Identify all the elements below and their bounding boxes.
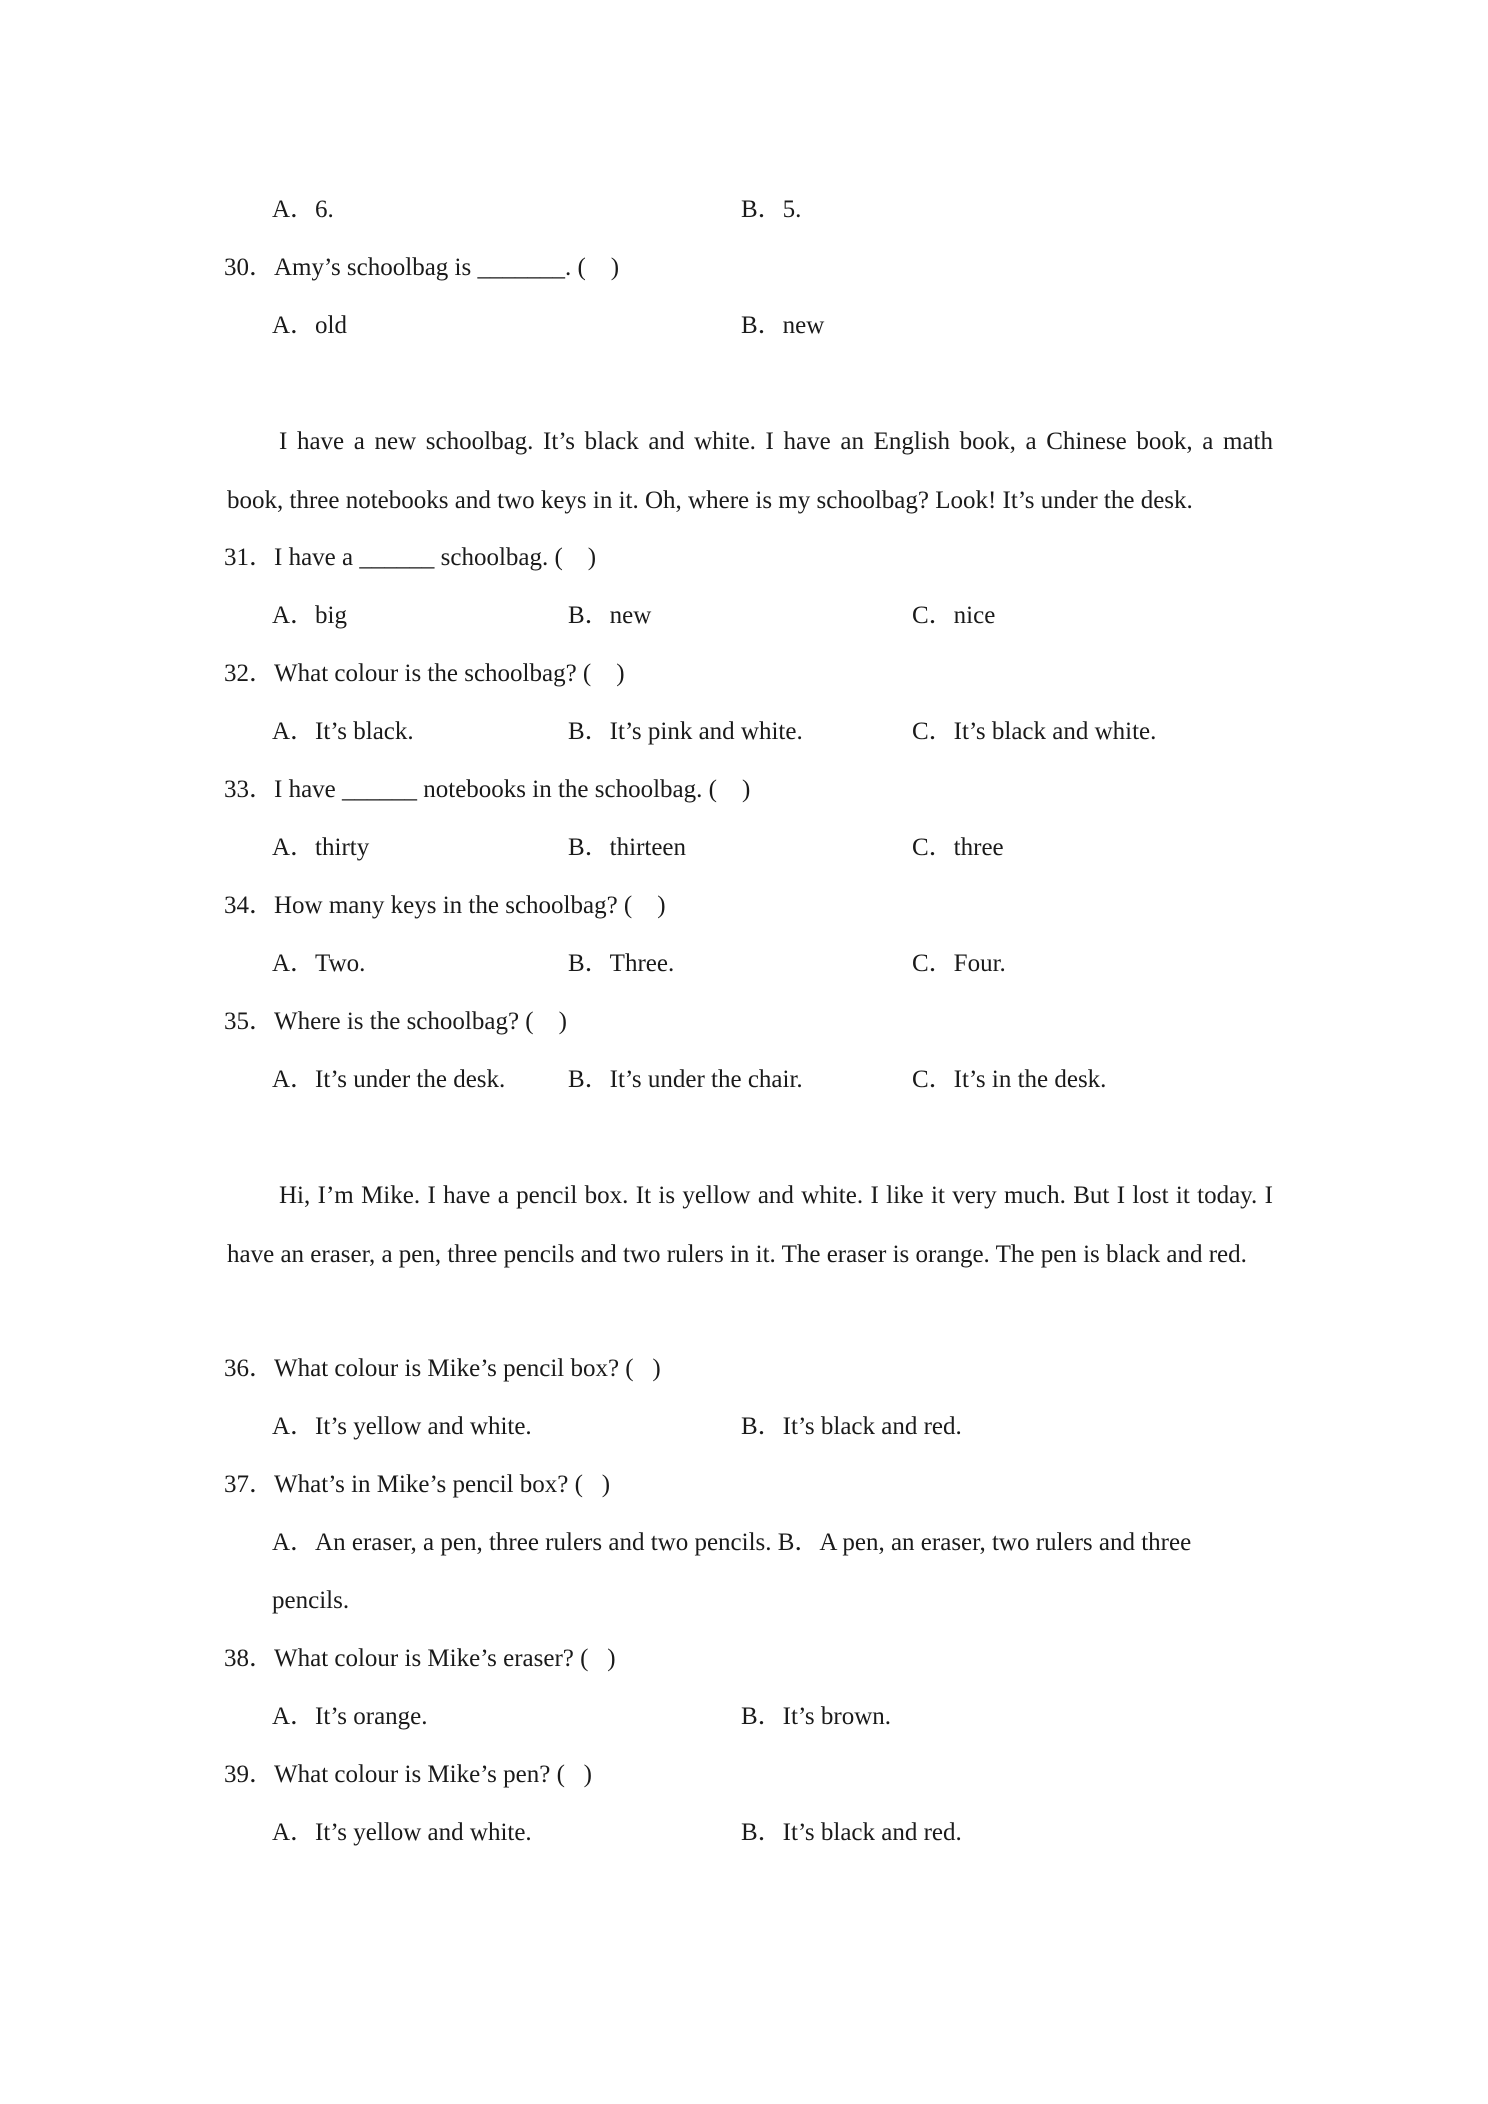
- q32-option-a: A．It’s black.: [272, 718, 414, 745]
- q36-option-b: B．It’s black and red.: [741, 1413, 962, 1440]
- q37-options-line1: A．An eraser, a pen, three rulers and two pencils. B．A pen, an eraser, two rulers and three: [272, 1529, 1192, 1556]
- passage-pencil-box: Hi, I’m Mike. I have a pencil box. It is yellow and white. I like it very much. But I lost it today. I have an eraser, a pen, three pencils and two rulers in it. The eraser is orange. The pen is black and red.: [227, 1182, 1273, 1268]
- q34-option-b: B．Three.: [568, 950, 675, 977]
- q30-stem: 30．Amy’s schoolbag is _______. ( ): [224, 254, 620, 281]
- q37-stem: 37．What’s in Mike’s pencil box? ( ): [224, 1471, 611, 1498]
- q32-option-b: B．It’s pink and white.: [568, 718, 803, 745]
- q38-stem: 38．What colour is Mike’s eraser? ( ): [224, 1645, 616, 1672]
- q39-stem: 39．What colour is Mike’s pen? ( ): [224, 1761, 592, 1788]
- q38-option-a: A．It’s orange.: [272, 1703, 428, 1730]
- q38-option-b: B．It’s brown.: [741, 1703, 892, 1730]
- q33-stem: 33．I have ______ notebooks in the schoolbag. ( ): [224, 776, 751, 803]
- q33-option-a: A．thirty: [272, 834, 370, 861]
- q35-option-a: A．It’s under the desk.: [272, 1066, 506, 1093]
- q31-stem: 31．I have a ______ schoolbag. ( ): [224, 544, 597, 571]
- q34-option-a: A．Two.: [272, 950, 366, 977]
- q35-option-b: B．It’s under the chair.: [568, 1066, 803, 1093]
- q36-stem: 36．What colour is Mike’s pencil box? ( ): [224, 1355, 661, 1382]
- q34-stem: 34．How many keys in the schoolbag? ( ): [224, 892, 666, 919]
- q30-option-a: A．old: [272, 312, 348, 339]
- q29-option-b: B．5.: [741, 196, 802, 223]
- q34-option-c: C．Four.: [912, 950, 1006, 977]
- q35-option-c: C．It’s in the desk.: [912, 1066, 1107, 1093]
- q33-option-b: B．thirteen: [568, 834, 687, 861]
- q33-option-c: C．three: [912, 834, 1004, 861]
- q35-stem: 35．Where is the schoolbag? ( ): [224, 1008, 567, 1035]
- q31-option-a: A．big: [272, 602, 348, 629]
- passage-schoolbag: I have a new schoolbag. It’s black and white. I have an English book, a Chinese book, a math book, three notebooks and two keys in it. Oh, where is my schoolbag? Look! It’s under the desk.: [227, 428, 1273, 514]
- q29-option-a: A．6.: [272, 196, 334, 223]
- q30-option-b: B．new: [741, 312, 825, 339]
- q37-options-line2: pencils.: [272, 1587, 350, 1614]
- q39-option-b: B．It’s black and red.: [741, 1819, 962, 1846]
- q32-option-c: C．It’s black and white.: [912, 718, 1157, 745]
- q31-option-b: B．new: [568, 602, 652, 629]
- q39-option-a: A．It’s yellow and white.: [272, 1819, 532, 1846]
- q32-stem: 32．What colour is the schoolbag? ( ): [224, 660, 625, 687]
- q36-option-a: A．It’s yellow and white.: [272, 1413, 532, 1440]
- q31-option-c: C．nice: [912, 602, 996, 629]
